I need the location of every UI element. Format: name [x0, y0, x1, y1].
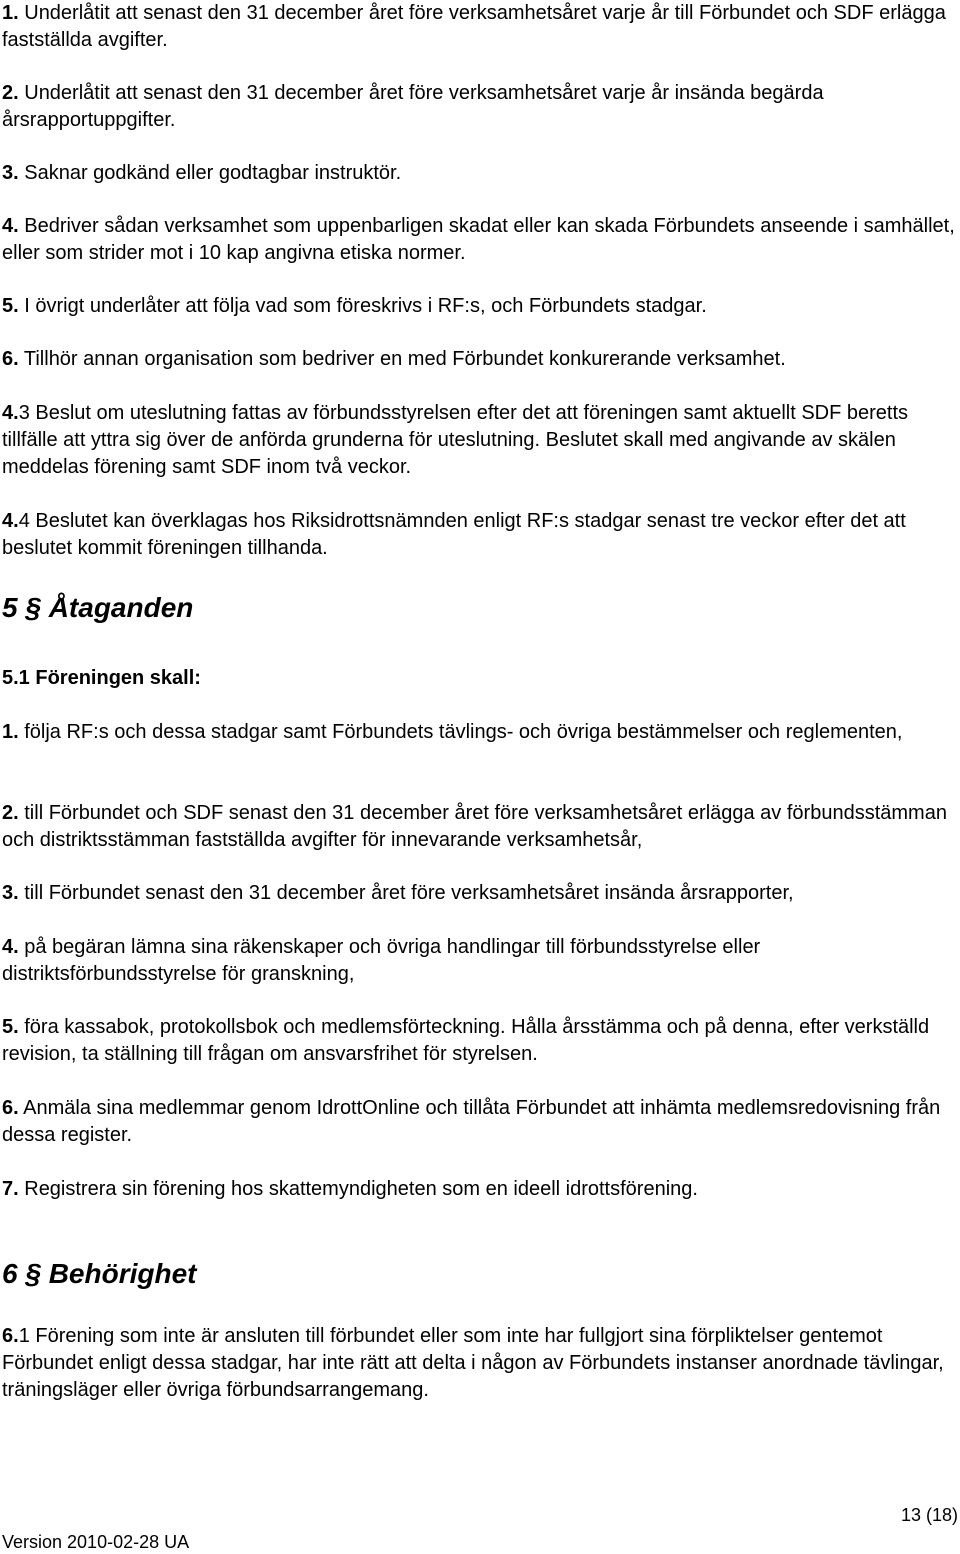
item-number: 4. — [2, 936, 19, 958]
page-number: 13 (18) — [900, 1505, 958, 1525]
item-text: Saknar godkänd eller godtagbar instruktör. — [18, 162, 402, 184]
item-text: Underlåtit att senast den 31 december året före verksamhetsåret varje år till Förbundet och SDF erlägga fastställda avgifter. — [2, 2, 946, 51]
item-text: till Förbundet och SDF senast den 31 december året före verksamhetsåret erlägga av förbundsstämman och distriktsstämman fastställda avgifter för innevarande verksamhetsår, — [2, 802, 947, 851]
item-number: 2. — [2, 802, 19, 824]
list-item — [2, 293, 957, 320]
item-number: 2. — [2, 82, 19, 104]
list-item — [2, 719, 957, 746]
item-text: 3 Beslut om uteslutning fattas av förbundsstyrelsen efter det att föreningen samt aktuellt SDF beretts tillfälle att yttra sig över de anförda grunderna för uteslutning. Beslutet skall med angivande av skälen meddelas förening samt SDF inom två veckor. — [2, 402, 909, 478]
item-text: på begäran lämna sina räkenskaper och övriga handlingar till förbundsstyrelse eller distriktsförbundsstyrelse för granskning, — [2, 936, 761, 985]
item-number: 4. — [2, 510, 19, 532]
item-number: 4. — [2, 402, 19, 424]
paragraph-6-1 — [2, 1323, 957, 1404]
item-text: följa RF:s och dessa stadgar samt Förbundets tävlings- och övriga bestämmelser och reglementen, — [18, 721, 903, 743]
item-text: föra kassabok, protokollsbok och medlemsförteckning. Hålla årsstämma och på denna, efter verkställd revision, ta ställning till frågan om ansvarsfrihet för styrelsen. — [2, 1016, 930, 1065]
item-number: 1. — [2, 2, 19, 24]
list-item — [2, 346, 957, 373]
item-number: 6. — [2, 1325, 19, 1347]
list-item — [2, 800, 957, 854]
list-item — [2, 0, 957, 54]
list-item — [2, 160, 957, 187]
item-number: 5. — [2, 1016, 19, 1038]
list-item — [2, 1095, 957, 1149]
item-number: 7. — [2, 1178, 19, 1200]
list-item — [2, 880, 957, 907]
item-number: 5. — [2, 295, 19, 317]
item-number: 4. — [2, 215, 19, 237]
section-heading: 6 § Behörighet — [2, 1258, 197, 1289]
section-heading: 5 § Åtaganden — [2, 592, 194, 623]
item-text: I övrigt underlåter att följa vad som föreskrivs i RF:s, och Förbundets stadgar. — [18, 295, 707, 317]
item-number: 3. — [2, 162, 19, 184]
item-text: till Förbundet senast den 31 december året före verksamhetsåret insända årsrapporter, — [18, 882, 794, 904]
item-text: 1 Förening som inte är ansluten till förbundet eller som inte har fullgjort sina förpliktelser gentemot Förbundet enligt dessa stadgar, har inte rätt att delta i någon av Förbundets instanser anordnade tävlingar, träningsläger eller övriga förbundsarrangemang. — [2, 1325, 944, 1401]
item-text: Tillhör annan organisation som bedriver en med Förbundet konkurerande verksamhet. — [18, 348, 786, 370]
item-text: Registrera sin förening hos skattemyndigheten som en ideell idrottsförening. — [18, 1178, 698, 1200]
list-item — [2, 1014, 957, 1068]
item-number: 6. — [2, 1097, 19, 1119]
item-text: Underlåtit att senast den 31 december året före verksamhetsåret varje år insända begärda årsrapportuppgifter. — [2, 82, 824, 131]
list-item — [2, 934, 957, 988]
item-number: 3. — [2, 882, 19, 904]
version-label: Version 2010-02-28 UA — [2, 1532, 190, 1552]
subsection-heading: 5.1 Föreningen skall: — [2, 667, 201, 689]
list-item — [2, 80, 957, 134]
item-text: 4 Beslutet kan överklagas hos Riksidrottsnämnden enligt RF:s stadgar senast tre veckor efter det att beslutet kommit föreningen tillhanda. — [2, 510, 906, 559]
item-number: 6. — [2, 348, 19, 370]
item-number: 1. — [2, 721, 19, 743]
list-item — [2, 213, 957, 267]
paragraph-4-3 — [2, 400, 957, 481]
paragraph-4-4 — [2, 508, 957, 562]
item-text: Bedriver sådan verksamhet som uppenbarligen skadat eller kan skada Förbundets anseende i samhället, eller som strider mot i 10 kap angivna etiska normer. — [2, 215, 955, 264]
item-text: Anmäla sina medlemmar genom IdrottOnline och tillåta Förbundet att inhämta medlemsredovisning från dessa register. — [2, 1097, 941, 1146]
list-item — [2, 1176, 957, 1203]
